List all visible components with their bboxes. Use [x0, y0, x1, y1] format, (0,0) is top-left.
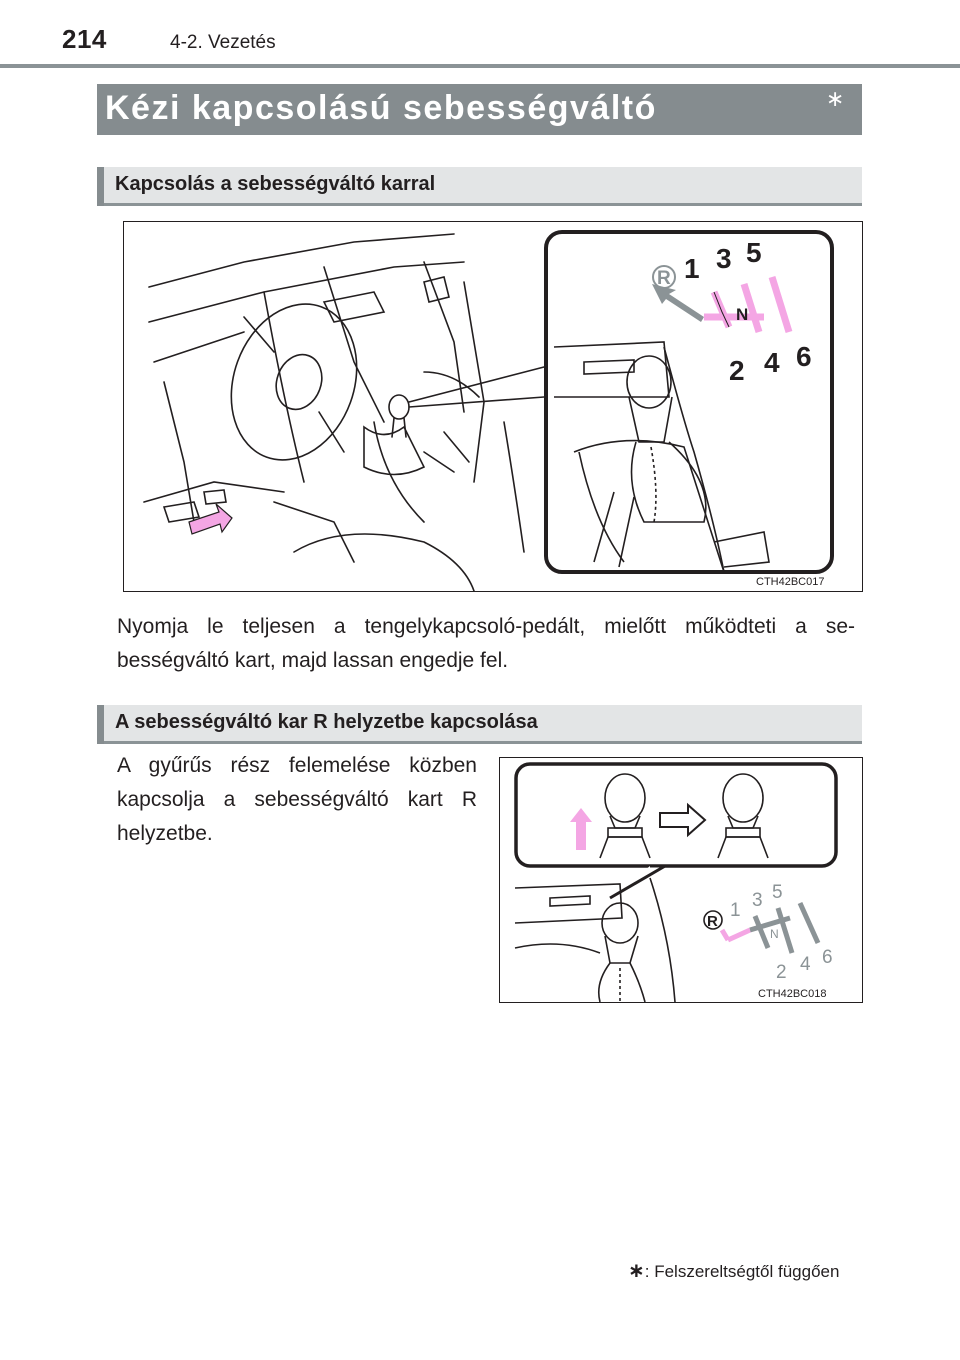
small-gear-label-3: 3	[752, 890, 763, 911]
gear-label-6: 6	[796, 341, 812, 372]
figure-reverse-shift	[499, 757, 863, 1003]
gear-label-2: 2	[729, 355, 745, 386]
small-gear-label-6: 6	[822, 947, 833, 968]
section2-heading-bar	[97, 705, 862, 744]
gear-label-r: R	[657, 268, 671, 289]
page-number: 214	[62, 24, 107, 54]
small-gear-label-4: 4	[800, 954, 811, 975]
footnote-asterisk-icon: ∗	[628, 1260, 645, 1282]
gear-label-1: 1	[684, 253, 700, 284]
gear-label-4: 4	[764, 347, 780, 378]
section1-text: Nyomja le teljesen a tengelykapcsoló-pedált, mielőtt működteti a se-bességváltó kart, majd lassan engedje fel.	[117, 615, 855, 672]
footnote	[628, 1258, 839, 1283]
section1-heading: Kapcsolás a sebességváltó karral	[115, 173, 436, 195]
reverse-shift-illustration	[500, 758, 862, 1002]
small-gear-label-r: R	[707, 913, 718, 930]
car-interior-illustration	[124, 222, 862, 591]
small-gear-label-1: 1	[730, 900, 741, 921]
gear-label-5: 5	[746, 237, 762, 268]
main-title-bar	[97, 84, 862, 135]
main-title: Kézi kapcsolású sebességváltó	[105, 89, 657, 127]
header-rule	[0, 64, 960, 68]
section-label: 4-2. Vezetés	[170, 32, 276, 53]
section1-heading-bar	[97, 167, 862, 206]
small-gear-label-5: 5	[772, 882, 783, 903]
footnote-text: : Felszereltségtől függően	[644, 1262, 840, 1281]
gear-label-3: 3	[716, 243, 732, 274]
small-gear-label-n: N	[770, 927, 779, 941]
small-gear-label-2: 2	[776, 962, 787, 983]
section2-heading: A sebességváltó kar R helyzetbe kapcsolása	[115, 711, 538, 733]
figure1-code: CTH42BC017	[756, 576, 825, 588]
figure2-code: CTH42BC018	[758, 988, 827, 1000]
section2-text: A gyűrűs rész felemelése közben kapcsolja a sebességváltó kart R helyzetbe.	[117, 754, 477, 845]
gear-label-n: N	[736, 305, 749, 324]
figure-gear-shift-overview	[123, 221, 863, 592]
title-asterisk-icon: ∗	[826, 86, 845, 111]
